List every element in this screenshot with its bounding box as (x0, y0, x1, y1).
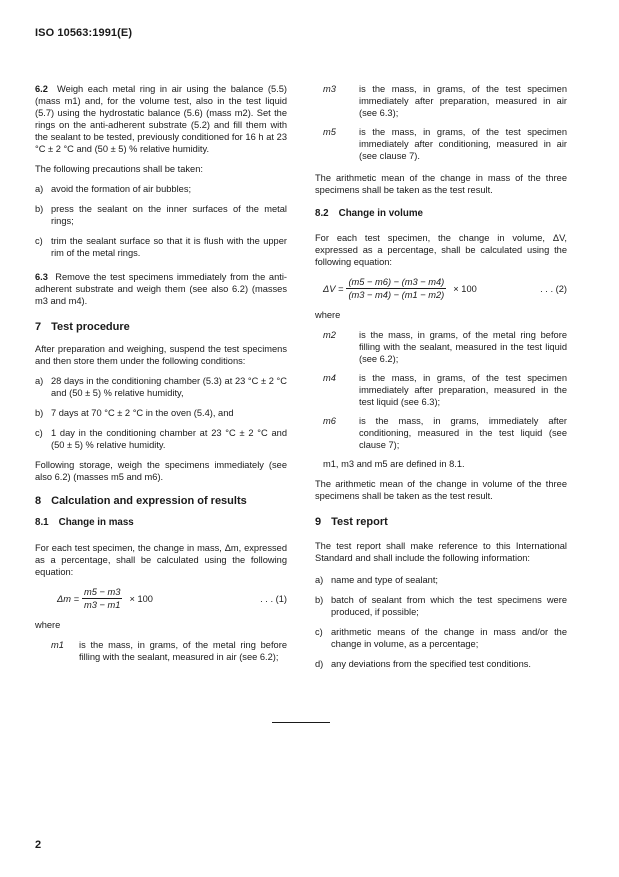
list-marker: b) (315, 595, 324, 605)
symbol-definition (315, 372, 567, 408)
symbol-text: is the mass, in grams, immediately after conditioning, measured in the test liquid (see clause 7); (359, 416, 567, 450)
symbol-text: is the mass, in grams, of the test specimen immediately after preparation, measured in air (see 6.3); (359, 84, 567, 118)
equation-denominator: m3 − m1 (84, 600, 121, 610)
section-title: Test report (331, 516, 388, 528)
section-9-intro: The test report shall make reference to this International Standard and shall include the following information: (315, 541, 567, 563)
list-item (315, 594, 567, 618)
mass-mean-text: The arithmetic mean of the change in mass of the three specimens shall be taken as the test result. (315, 173, 567, 195)
section-number: 8 (35, 495, 42, 507)
symbol-definition (315, 126, 567, 162)
storage-text: Following storage, weigh the specimens immediately (see also 6.2) (masses m5 and m6). (35, 460, 287, 482)
list-item (35, 407, 287, 419)
clause-text: Remove the test specimens immediately from the anti-adherent substrate and weigh them (see also 6.2) (masses m3 and m4). (35, 272, 287, 306)
symbol: m1 (51, 640, 64, 650)
equation-2 (315, 276, 567, 301)
list-item (35, 235, 287, 259)
defined-note: m1, m3 and m5 are defined in 8.1. (323, 459, 465, 469)
list-item (35, 427, 287, 451)
equation-number: . . . (1) (260, 593, 287, 604)
equation-numerator: m5 − m3 (84, 587, 121, 597)
equation-lhs: ΔV = (323, 283, 344, 294)
section-number: 7 (35, 321, 42, 333)
list-marker: c) (35, 236, 43, 246)
symbol-text: is the mass, in grams, of the test specimen immediately after conditioning, measured in air (see clause 7). (359, 127, 567, 161)
equation-number: . . . (2) (540, 283, 567, 294)
precautions-list (35, 183, 287, 259)
list-marker: a) (35, 376, 44, 386)
section-7-heading (35, 321, 287, 334)
symbol-definition (315, 83, 567, 119)
document-header: ISO 10563:1991(E) (35, 27, 133, 39)
equation-fraction (82, 586, 122, 611)
precautions-intro: The following precautions shall be taken: (35, 164, 203, 174)
section-number: 9 (315, 516, 322, 528)
list-text: trim the sealant surface so that it is flush with the upper rim of the metal rings. (51, 236, 287, 258)
symbol-text: is the mass, in grams, of the metal ring before filling with the sealant, measured in the test liquid (see 6.2); (359, 330, 567, 364)
footer-rule (272, 722, 330, 723)
symbol-definition (35, 639, 287, 663)
list-item (35, 183, 287, 195)
list-marker: b) (35, 204, 44, 214)
clause-text: Weigh each metal ring in air using the balance (5.5) (mass m1) and, for the volume test, also in the test liquid (5.7) using the hydrostatic balance (5.6) (mass m2). Set the rings on the anti-adherent substrate (5.2) and fill them with the sealant to be tested, previously conditioned for 16 h at 23 °C ± 2 °C and (50 ± 5) % relative humidity. (35, 84, 287, 154)
clause-number: 6.2 (35, 84, 48, 94)
subsection-8-2-heading (315, 208, 567, 220)
list-item (315, 658, 567, 670)
right-column (315, 83, 567, 678)
list-marker: c) (315, 627, 323, 637)
equation-factor: × 100 (129, 593, 153, 604)
list-text: name and type of sealant; (331, 575, 438, 585)
symbol: m3 (323, 84, 336, 94)
list-text: 7 days at 70 °C ± 2 °C in the oven (5.4), and (51, 408, 234, 418)
equation-lhs: Δm = (57, 593, 79, 604)
list-text: press the sealant on the inner surfaces of the metal rings; (51, 204, 287, 226)
symbol-text: is the mass, in grams, of the test specimen immediately after preparation, measured in the test liquid (see 6.3); (359, 373, 567, 407)
section-title: Calculation and expression of results (51, 495, 247, 507)
list-item (35, 203, 287, 227)
left-column (35, 83, 287, 670)
clause-number: 6.3 (35, 272, 48, 282)
symbol-definition (315, 329, 567, 365)
equation-1 (35, 586, 287, 611)
clause-6-3 (35, 271, 287, 307)
list-text: any deviations from the specified test conditions. (331, 659, 531, 669)
mass-change-text: For each test specimen, the change in mass, Δm, expressed as a percentage, shall be calculated using the following equation: (35, 543, 287, 577)
list-text: avoid the formation of air bubbles; (51, 184, 192, 194)
subsection-8-1-heading (35, 517, 287, 529)
list-text: batch of sealant from which the test specimens were produced, if possible; (331, 595, 567, 617)
symbol-definition (315, 415, 567, 451)
list-item (35, 375, 287, 399)
conditions-list (35, 375, 287, 451)
volume-change-text: For each test specimen, the change in volume, ΔV, expressed as a percentage, shall be calculated using the following equation: (315, 233, 567, 267)
equation-numerator: (m5 − m6) − (m3 − m4) (348, 277, 445, 287)
symbol: m5 (323, 127, 336, 137)
where-label: where (35, 620, 61, 630)
list-marker: a) (315, 575, 324, 585)
where-label: where (315, 310, 341, 320)
section-8-heading (35, 495, 287, 508)
symbol: m6 (323, 416, 336, 426)
equation-factor: × 100 (453, 283, 477, 294)
subsection-number: 8.2 (315, 208, 329, 219)
section-9-heading (315, 516, 567, 529)
list-marker: c) (35, 428, 43, 438)
list-item (315, 626, 567, 650)
list-text: 28 days in the conditioning chamber (5.3) at 23 °C ± 2 °C and (50 ± 5) % relative humidity, (51, 376, 287, 398)
symbol: m2 (323, 330, 336, 340)
list-text: arithmetic means of the change in mass and/or the change in volume, as a percentage; (331, 627, 567, 649)
list-marker: b) (35, 408, 44, 418)
subsection-title: Change in mass (58, 517, 134, 528)
symbol-text: is the mass, in grams, of the metal ring before filling with the sealant, measured in air (see 6.2); (79, 640, 287, 662)
report-items-list (315, 574, 567, 670)
volume-mean-text: The arithmetic mean of the change in volume of the three specimens shall be taken as the test result. (315, 479, 567, 501)
symbol: m4 (323, 373, 336, 383)
list-marker: d) (315, 659, 324, 669)
section-7-intro: After preparation and weighing, suspend the test specimens and then store them under the following conditions: (35, 344, 287, 366)
list-marker: a) (35, 184, 44, 194)
equation-denominator: (m3 − m4) − (m1 − m2) (348, 290, 445, 300)
subsection-title: Change in volume (338, 208, 423, 219)
page-number: 2 (35, 839, 42, 851)
list-item (315, 574, 567, 586)
equation-fraction (346, 276, 446, 301)
section-title: Test procedure (51, 321, 130, 333)
subsection-number: 8.1 (35, 517, 49, 528)
clause-6-2 (35, 83, 287, 155)
list-text: 1 day in the conditioning chamber at 23 °C ± 2 °C and (50 ± 5) % relative humidity. (51, 428, 287, 450)
